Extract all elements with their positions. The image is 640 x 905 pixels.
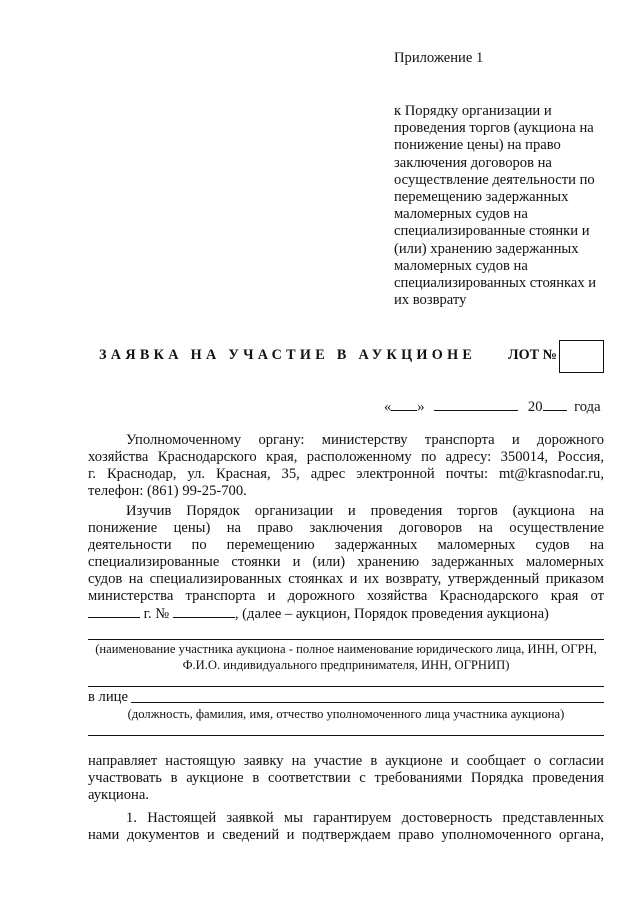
- representative-extra-line[interactable]: [88, 735, 604, 736]
- representative-caption: (должность, фамилия, имя, отчество уполномоченного лица участника аукциона): [127, 707, 565, 721]
- day-blank[interactable]: [391, 398, 417, 411]
- year-suffix: года: [574, 399, 601, 415]
- month-blank[interactable]: [434, 398, 518, 411]
- caption-line: (наименование участника аукциона - полное наименование юридического лица, ИНН, ОГРН,: [95, 642, 597, 656]
- order-line: [88, 605, 604, 623]
- text-line: 1. Настоящей заявкой мы гарантируем достоверность представленных: [126, 810, 604, 826]
- appendix-line: заключения договоров на: [394, 154, 552, 171]
- appendix-line: к Порядку организации и: [394, 103, 552, 119]
- vlice-label: в лице: [88, 689, 128, 705]
- text-line: телефон: (861) 99-25-700.: [88, 483, 247, 499]
- appendix-line: осуществление деятельности по: [394, 171, 595, 188]
- text-line: направляет настоящую заявку на участие в аукционе и сообщает о согласии: [88, 753, 604, 769]
- representative-line[interactable]: [131, 702, 604, 703]
- order-number-blank[interactable]: [173, 605, 235, 618]
- study-paragraph: [88, 503, 604, 623]
- order-date-blank[interactable]: [88, 605, 140, 618]
- participant-caption: [88, 641, 604, 673]
- text-line: понижение цены) на право заключения договоров на осуществление: [88, 520, 604, 536]
- item-1-paragraph: [88, 810, 604, 844]
- year-prefix: 20: [527, 399, 543, 415]
- appendix-line: их возврату: [394, 292, 467, 309]
- date-open-quote: «: [384, 399, 392, 415]
- order-line-rest: , (далее – аукцион, Порядок проведения аукциона): [234, 606, 549, 622]
- appendix-line: специализированные стоянки и: [394, 223, 590, 240]
- lot-number-box[interactable]: [559, 340, 604, 373]
- appendix-line: (или) хранению задержанных: [394, 240, 579, 257]
- text-line: г. Краснодар, ул. Красная, 35, адрес электронной почты: mt@krasnodar.ru,: [88, 466, 604, 482]
- lot-label: ЛОТ №: [508, 347, 557, 363]
- appendix-line: специализированных стоянках и: [394, 275, 597, 292]
- participant-extra-line[interactable]: [88, 686, 604, 687]
- text-line: нами документов и сведений и подтверждаем право уполномоченного органа,: [88, 827, 604, 843]
- text-line: деятельности по перемещению задержанных маломерных судов на: [88, 537, 604, 553]
- text-line: хозяйства Краснодарского края, расположенному по адресу: 350014, Россия,: [88, 449, 604, 465]
- text-line: Уполномоченному органу: министерству транспорта и дорожного: [126, 432, 604, 448]
- caption-line: Ф.И.О. индивидуального предпринимателя, ИНН, ОГРНИП): [182, 658, 510, 672]
- form-title: ЗАЯВКА НА УЧАСТИЕ В АУКЦИОНЕ: [99, 347, 477, 363]
- recipient-paragraph: [88, 432, 604, 500]
- appendix-line: проведения торгов (аукциона на: [394, 120, 594, 137]
- sends-paragraph: [88, 753, 604, 804]
- date-line: [384, 398, 601, 416]
- text-line: министерства транспорта и дорожного хозяйства Краснодарского края от: [88, 588, 604, 604]
- appendix-line: понижение цены) на право: [394, 137, 561, 154]
- appendix-reference: [394, 103, 614, 309]
- text-line: Изучив Порядок организации и проведения торгов (аукциона на: [126, 503, 604, 519]
- date-close-quote: »: [417, 399, 425, 415]
- text-line: судов на специализированных стоянках и их возврату, утвержденный приказом: [88, 571, 604, 587]
- appendix-title: Приложение 1: [394, 50, 484, 66]
- text-line: аукциона.: [88, 787, 149, 803]
- participant-name-line[interactable]: [88, 639, 604, 640]
- appendix-line: маломерных судов на: [394, 206, 528, 223]
- appendix-line: перемещению задержанных: [394, 189, 569, 206]
- text-line: участвовать в аукционе в соответствии с требованиями Порядка проведения: [88, 770, 604, 786]
- order-g-no: г. №: [143, 606, 170, 622]
- text-line: специализированные стоянки и (или) хранению задержанных маломерных: [88, 554, 604, 570]
- appendix-line: маломерных судов на: [394, 257, 528, 274]
- year-blank[interactable]: [543, 398, 567, 411]
